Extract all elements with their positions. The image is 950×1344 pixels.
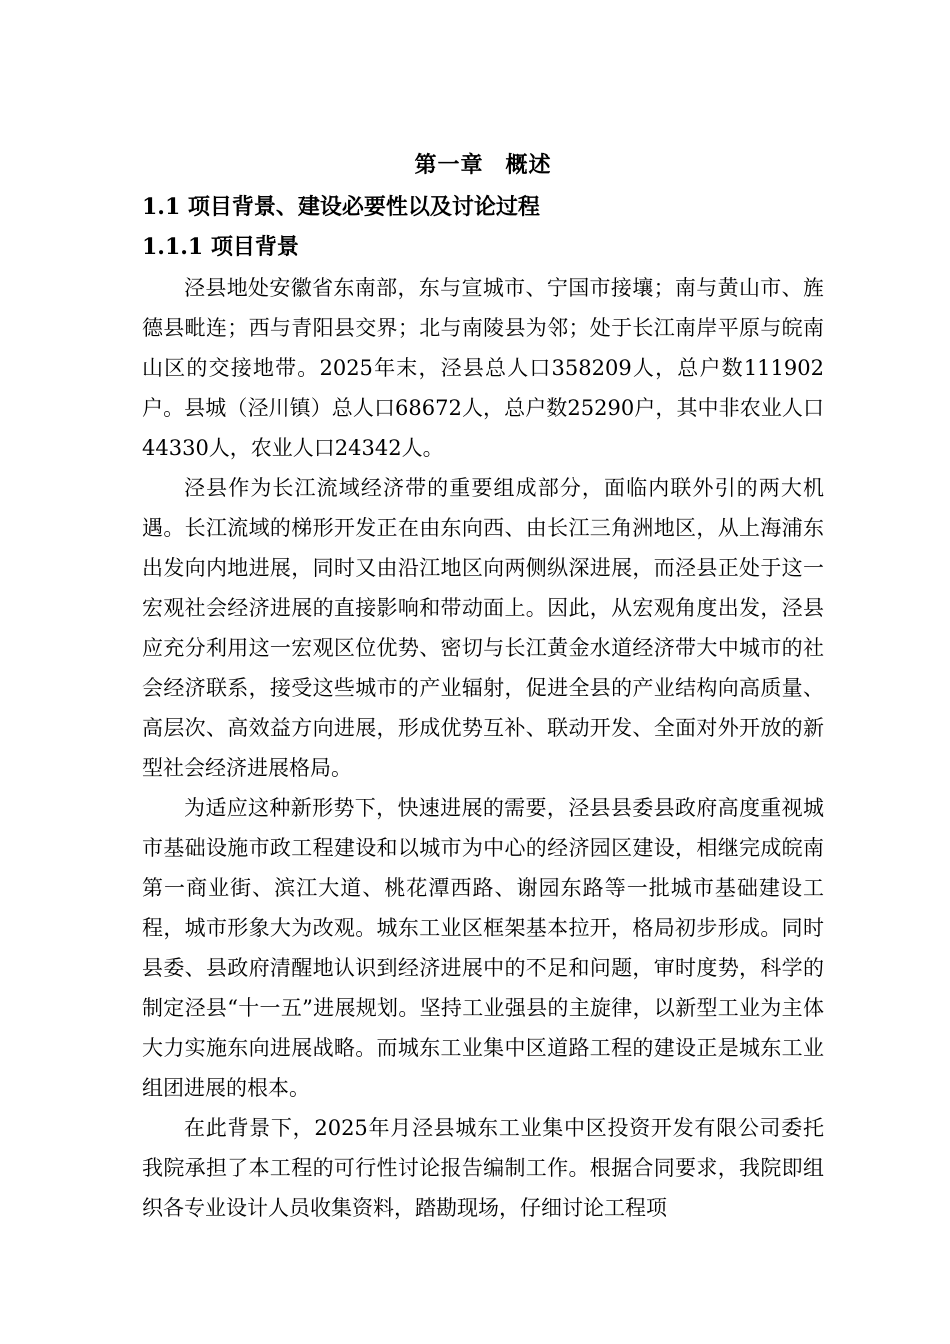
chapter-number: 第一章 [414, 152, 484, 178]
document-body [142, 150, 824, 1228]
chapter-title [142, 150, 824, 180]
chapter-name: 概述 [505, 152, 552, 178]
paragraph-development: 为适应这种新形势下，快速进展的需要，泾县县委县政府高度重视城市基础设施市政工程建设和以城市为中心的经济园区建设，相继完成皖南第一商业街、滨江大道、桃花潭西路、谢园东路等一批城市基础建设工程，城市形象大为改观。城东工业区框架基本拉开，格局初步形成。同时县委、县政府清醒地认识到经济进展中的不足和问题，审时度势，科学的制定泾县“十一五”进展规划。坚持工业强县的主旋律，以新型工业为主体大力实施东向进展战略。而城东工业集中区道路工程的建设正是城东工业组团进展的根本。 [142, 796, 824, 1100]
paragraph-commission: 在此背景下，2025年月泾县城东工业集中区投资开发有限公司委托我院承担了本工程的可行性讨论报告编制工作。根据合同要求，我院即组织各专业设计人员收集资料，踏勘现场，仔细讨论工程项 [142, 1116, 824, 1220]
paragraph-opportunities: 泾县作为长江流域经济带的重要组成部分，面临内联外引的两大机遇。长江流域的梯形开发正在由东向西、由长江三角洲地区，从上海浦东出发向内地进展，同时又由沿江地区向两侧纵深进展，而泾县正处于这一宏观社会经济进展的直接影响和带动面上。因此，从宏观角度出发，泾县应充分利用这一宏观区位优势、密切与长江黄金水道经济带大中城市的社会经济联系，接受这些城市的产业辐射，促进全县的产业结构向高质量、高层次、高效益方向进展，形成优势互补、联动开发、全面对外开放的新型社会经济进展格局。 [142, 476, 824, 780]
paragraph-location: 泾县地处安徽省东南部，东与宣城市、宁国市接壤；南与黄山市、旌德县毗连；西与青阳县交界；北与南陵县为邻；处于长江南岸平原与皖南山区的交接地带。2025年末，泾县总人口358209人，总户数111902户。县城（泾川镇）总人口68672人，总户数25290户，其中非农业人口44330人，农业人口24342人。 [142, 276, 824, 460]
subsection-heading: 1.1.1 项目背景 [142, 234, 299, 260]
section-heading: 1.1 项目背景、建设必要性以及讨论过程 [142, 194, 540, 220]
